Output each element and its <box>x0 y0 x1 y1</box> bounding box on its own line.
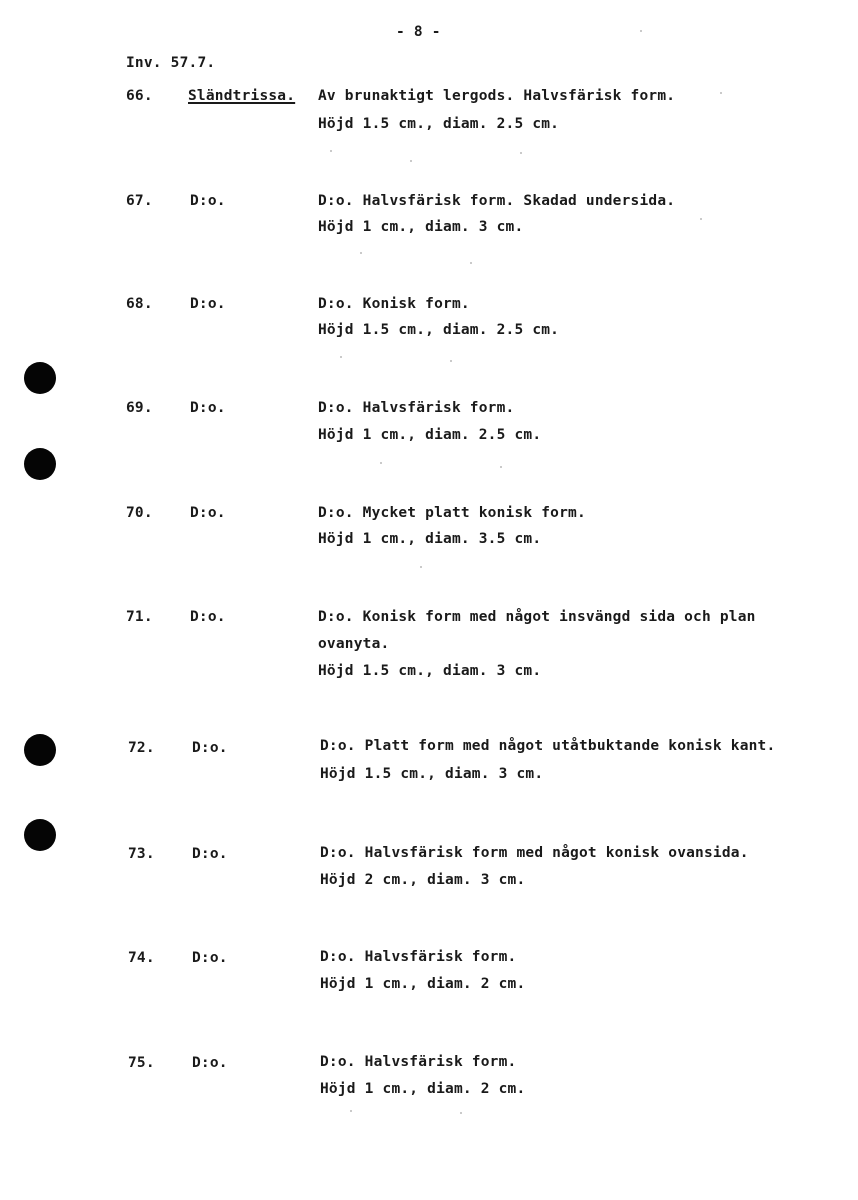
scan-speck <box>350 1110 352 1112</box>
item-description: D:o. Halvsfärisk form med något konisk ovansida. <box>320 845 749 861</box>
item-name: D:o. <box>190 609 226 625</box>
punch-hole-icon <box>24 819 56 851</box>
item-dimensions: Höjd 1.5 cm., diam. 3 cm. <box>318 663 542 679</box>
item-name: D:o. <box>190 193 226 209</box>
scan-speck <box>380 462 382 464</box>
item-dimensions: Höjd 1 cm., diam. 2.5 cm. <box>318 427 542 443</box>
item-dimensions: Höjd 1 cm., diam. 3 cm. <box>318 219 524 235</box>
item-number: 71. <box>126 609 153 625</box>
scan-speck <box>340 356 342 358</box>
item-dimensions: Höjd 2 cm., diam. 3 cm. <box>320 872 526 888</box>
scan-speck <box>520 152 522 154</box>
scan-speck <box>470 262 472 264</box>
scan-speck <box>420 566 422 568</box>
item-number: 68. <box>126 296 153 312</box>
item-description: D:o. Mycket platt konisk form. <box>318 505 586 521</box>
item-name: D:o. <box>192 950 228 966</box>
punch-hole-icon <box>24 734 56 766</box>
item-name: D:o. <box>190 296 226 312</box>
scan-speck <box>410 160 412 162</box>
item-number: 69. <box>126 400 153 416</box>
item-description: D:o. Halvsfärisk form. Skadad undersida. <box>318 193 676 209</box>
punch-hole-icon <box>24 362 56 394</box>
item-number: 73. <box>128 846 155 862</box>
scan-speck <box>500 466 502 468</box>
page-number: - 8 - <box>396 24 441 40</box>
scan-speck <box>640 30 642 32</box>
inventory-number: Inv. 57.7. <box>126 55 216 71</box>
item-dimensions: Höjd 1 cm., diam. 2 cm. <box>320 1081 526 1097</box>
scan-speck <box>450 360 452 362</box>
item-dimensions: Höjd 1.5 cm., diam. 2.5 cm. <box>318 116 560 132</box>
item-number: 75. <box>128 1055 155 1071</box>
item-description: Av brunaktigt lergods. Halvsfärisk form. <box>318 88 676 104</box>
item-description: D:o. Konisk form. <box>318 296 470 312</box>
item-description: D:o. Konisk form med något insvängd sida och plan <box>318 609 756 625</box>
item-dimensions: Höjd 1 cm., diam. 3.5 cm. <box>318 531 542 547</box>
item-description: D:o. Halvsfärisk form. <box>318 400 515 416</box>
item-number: 66. <box>126 88 153 104</box>
scan-speck <box>460 1112 462 1114</box>
punch-hole-icon <box>24 448 56 480</box>
scan-speck <box>330 150 332 152</box>
item-name: D:o. <box>192 740 228 756</box>
item-name: D:o. <box>192 846 228 862</box>
scan-speck <box>360 252 362 254</box>
item-description: D:o. Halvsfärisk form. <box>320 949 517 965</box>
item-number: 72. <box>128 740 155 756</box>
item-dimensions: Höjd 1 cm., diam. 2 cm. <box>320 976 526 992</box>
item-name: D:o. <box>190 400 226 416</box>
item-name: D:o. <box>190 505 226 521</box>
item-name: D:o. <box>192 1055 228 1071</box>
item-number: 74. <box>128 950 155 966</box>
item-number: 67. <box>126 193 153 209</box>
scan-speck <box>700 218 702 220</box>
item-description-continued: ovanyta. <box>318 636 390 652</box>
item-dimensions: Höjd 1.5 cm., diam. 2.5 cm. <box>318 322 560 338</box>
item-description: D:o. Halvsfärisk form. <box>320 1054 517 1070</box>
item-number: 70. <box>126 505 153 521</box>
item-description: D:o. Platt form med något utåtbuktande konisk kant. <box>320 738 776 754</box>
item-dimensions: Höjd 1.5 cm., diam. 3 cm. <box>320 766 544 782</box>
item-name: Sländtrissa. <box>188 88 296 104</box>
scan-speck <box>720 92 722 94</box>
